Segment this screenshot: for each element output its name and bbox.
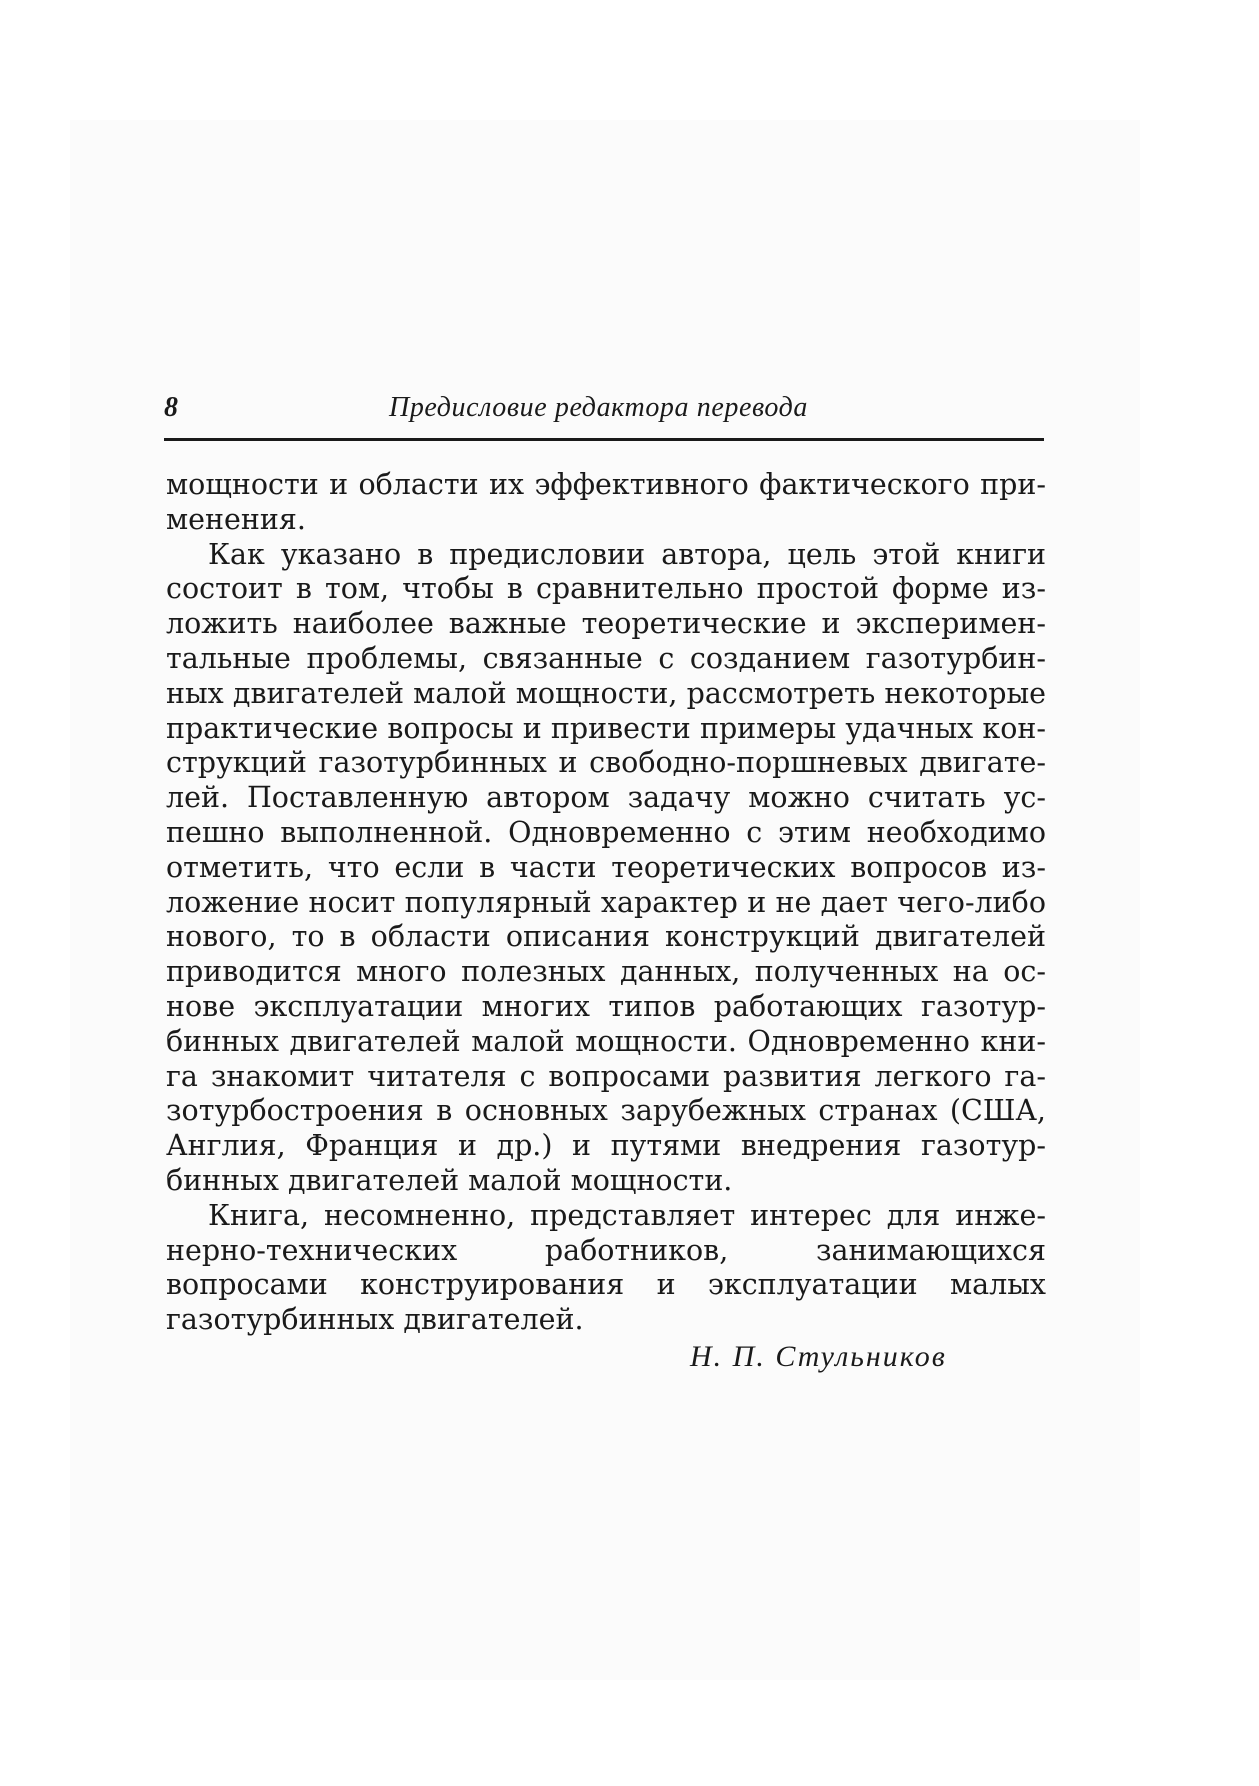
paragraph: Как указано в предисловии автора, цель этой книги состоит в том, чтобы в сравнительно простой форме изложить наиболее важные теоретические и экспериментальные проблемы, связанные с созданием газотурбинных двигателей малой мощности, рассмотреть некоторые практические вопросы и привести примеры удачных конструкций газотурбинных и свободно-поршневых двигателей. Поставленную автором задачу можно считать успешно выполненной. Одновременно с этим необходимо отметить, что если в части теоретических вопросов изложение носит популярный характер и не дает чего-либо нового, то в области описания конструкций двигателей приводится много полезных данных, полученных на основе эксплуатации многих типов работающих газотурбинных двигателей малой мощности. Одновременно книга знакомит читателя с вопросами развития легкого газотурбостроения в основных зарубежных странах (США, Англия, Франция и др.) и путями внедрения газотурбинных двигателей малой мощности.	[166, 537, 1046, 1197]
page-number: 8	[164, 392, 178, 423]
page-header	[164, 392, 1044, 442]
paragraph: Книга, несомненно, представляет интерес для инженерно-технических работников, занимающихся вопросами конструирования и эксплуатации малых газотурбинных двигателей.	[166, 1198, 1046, 1337]
body-text	[166, 468, 1046, 1338]
running-title: Предисловие редактора перевода	[389, 392, 808, 423]
paragraph: мощности и области их эффективного фактического применения.	[166, 468, 1046, 536]
header-rule	[164, 438, 1044, 441]
signature: Н. П. Стульников	[690, 1340, 947, 1373]
